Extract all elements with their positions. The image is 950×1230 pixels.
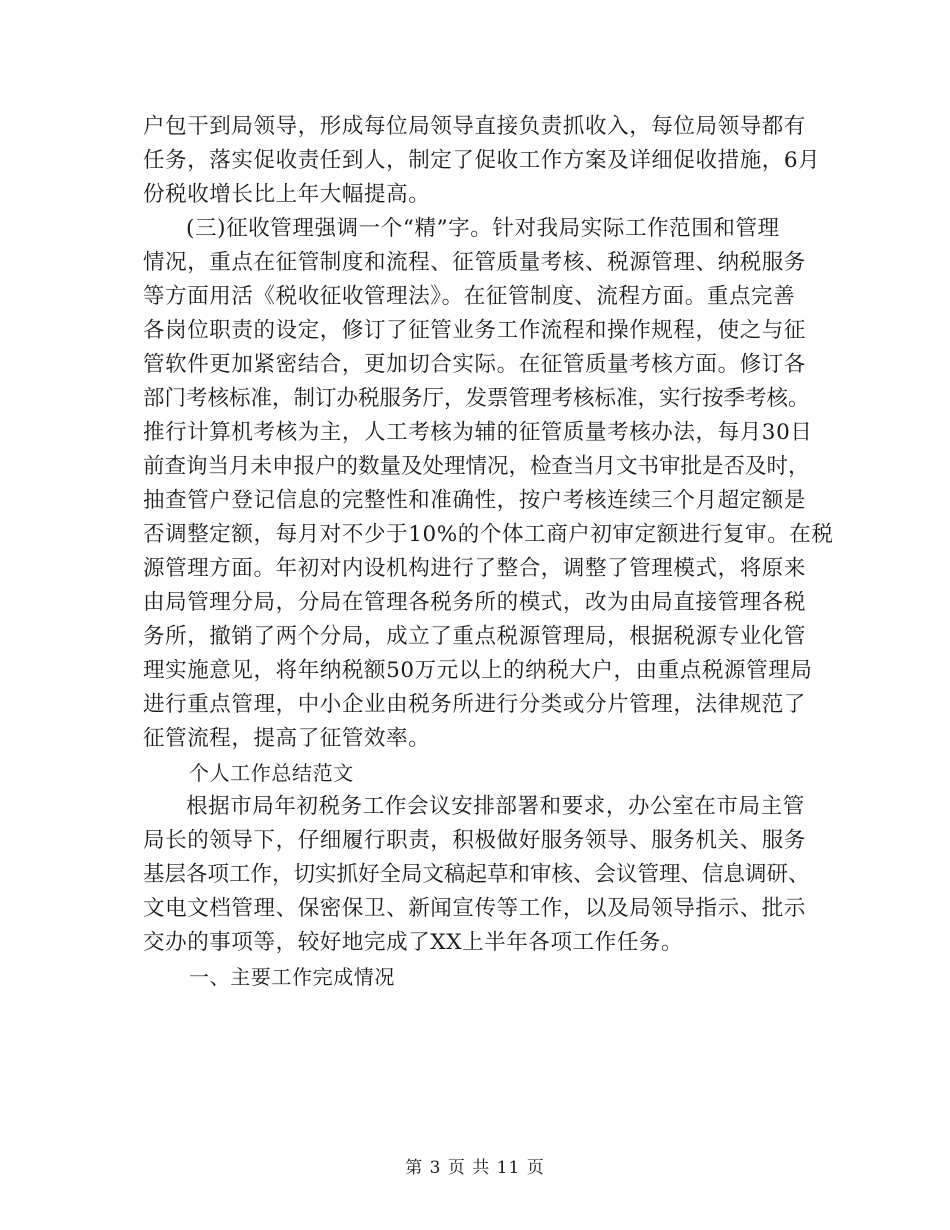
paragraph-line: 任务，落实促收责任到人，制定了促收工作方案及详细促收措施，6月 bbox=[143, 148, 821, 173]
paragraph-line: 抽查管户登记信息的完整性和准确性，按户考核连续三个月超定额是 bbox=[143, 488, 807, 513]
paragraph-line: 务所，撤销了两个分局，成立了重点税源管理局，根据税源专业化管 bbox=[143, 624, 807, 649]
paragraph-line: 由局管理分局，分局在管理各税务所的模式，改为由局直接管理各税 bbox=[143, 590, 807, 615]
paragraph-line: 文电文档管理、保密保卫、新闻宣传等工作，以及局领导指示、批示 bbox=[143, 896, 807, 921]
paragraph-line: 户包干到局领导，形成每位局领导直接负责抓收入，每位局领导都有 bbox=[143, 114, 807, 139]
paragraph-line: 源管理方面。年初对内设机构进行了整合，调整了管理模式，将原来 bbox=[143, 556, 807, 581]
paragraph-line: 根据市局年初税务工作会议安排部署和要求，办公室在市局主管 bbox=[186, 794, 805, 819]
paragraph-line: 等方面用活《税收征收管理法》。在征管制度、流程方面。重点完善 bbox=[143, 284, 796, 309]
paragraph-line: 局长的领导下，仔细履行职责，积极做好服务领导、服务机关、服务 bbox=[143, 828, 807, 853]
paragraph-line: 征管流程，提高了征管效率。 bbox=[143, 726, 431, 751]
page-number: 第 3 页 共 11 页 bbox=[405, 1158, 545, 1178]
paragraph-line: 交办的事项等，较好地完成了XX上半年各项工作任务。 bbox=[143, 930, 684, 955]
paragraph-line: (三)征收管理强调一个“精”字。针对我局实际工作范围和管理 bbox=[186, 216, 780, 241]
document-body bbox=[143, 110, 834, 994]
paragraph-line: 情况，重点在征管制度和流程、征管质量考核、税源管理、纳税服务 bbox=[143, 250, 807, 275]
paragraph-line: 份税收增长比上年大幅提高。 bbox=[143, 182, 431, 207]
paragraph-line: 否调整定额，每月对不少于10%的个体工商户初审定额进行复审。在税 bbox=[143, 522, 834, 547]
section-heading: 一、主要工作完成情况 bbox=[189, 965, 395, 989]
section-title: 个人工作总结范文 bbox=[189, 761, 354, 785]
paragraph-line: 前查询当月未申报户的数量及处理情况，检查当月文书审批是否及时， bbox=[143, 454, 810, 479]
paragraph-line: 各岗位职责的设定，修订了征管业务工作流程和操作规程，使之与征 bbox=[143, 318, 807, 343]
paragraph-line: 管软件更加紧密结合，更加切合实际。在征管质量考核方面。修订各 bbox=[143, 352, 807, 377]
paragraph-line: 基层各项工作，切实抓好全局文稿起草和审核、会议管理、信息调研、 bbox=[143, 862, 810, 887]
paragraph-line: 理实施意见，将年纳税额50万元以上的纳税大户，由重点税源管理局 bbox=[143, 658, 813, 683]
paragraph-line: 推行计算机考核为主，人工考核为辅的征管质量考核办法，每月30日 bbox=[143, 420, 813, 445]
paragraph-line: 进行重点管理，中小企业由税务所进行分类或分片管理，法律规范了 bbox=[143, 692, 807, 717]
paragraph-line: 部门考核标准，制订办税服务厅，发票管理考核标准，实行按季考核。 bbox=[143, 386, 810, 411]
